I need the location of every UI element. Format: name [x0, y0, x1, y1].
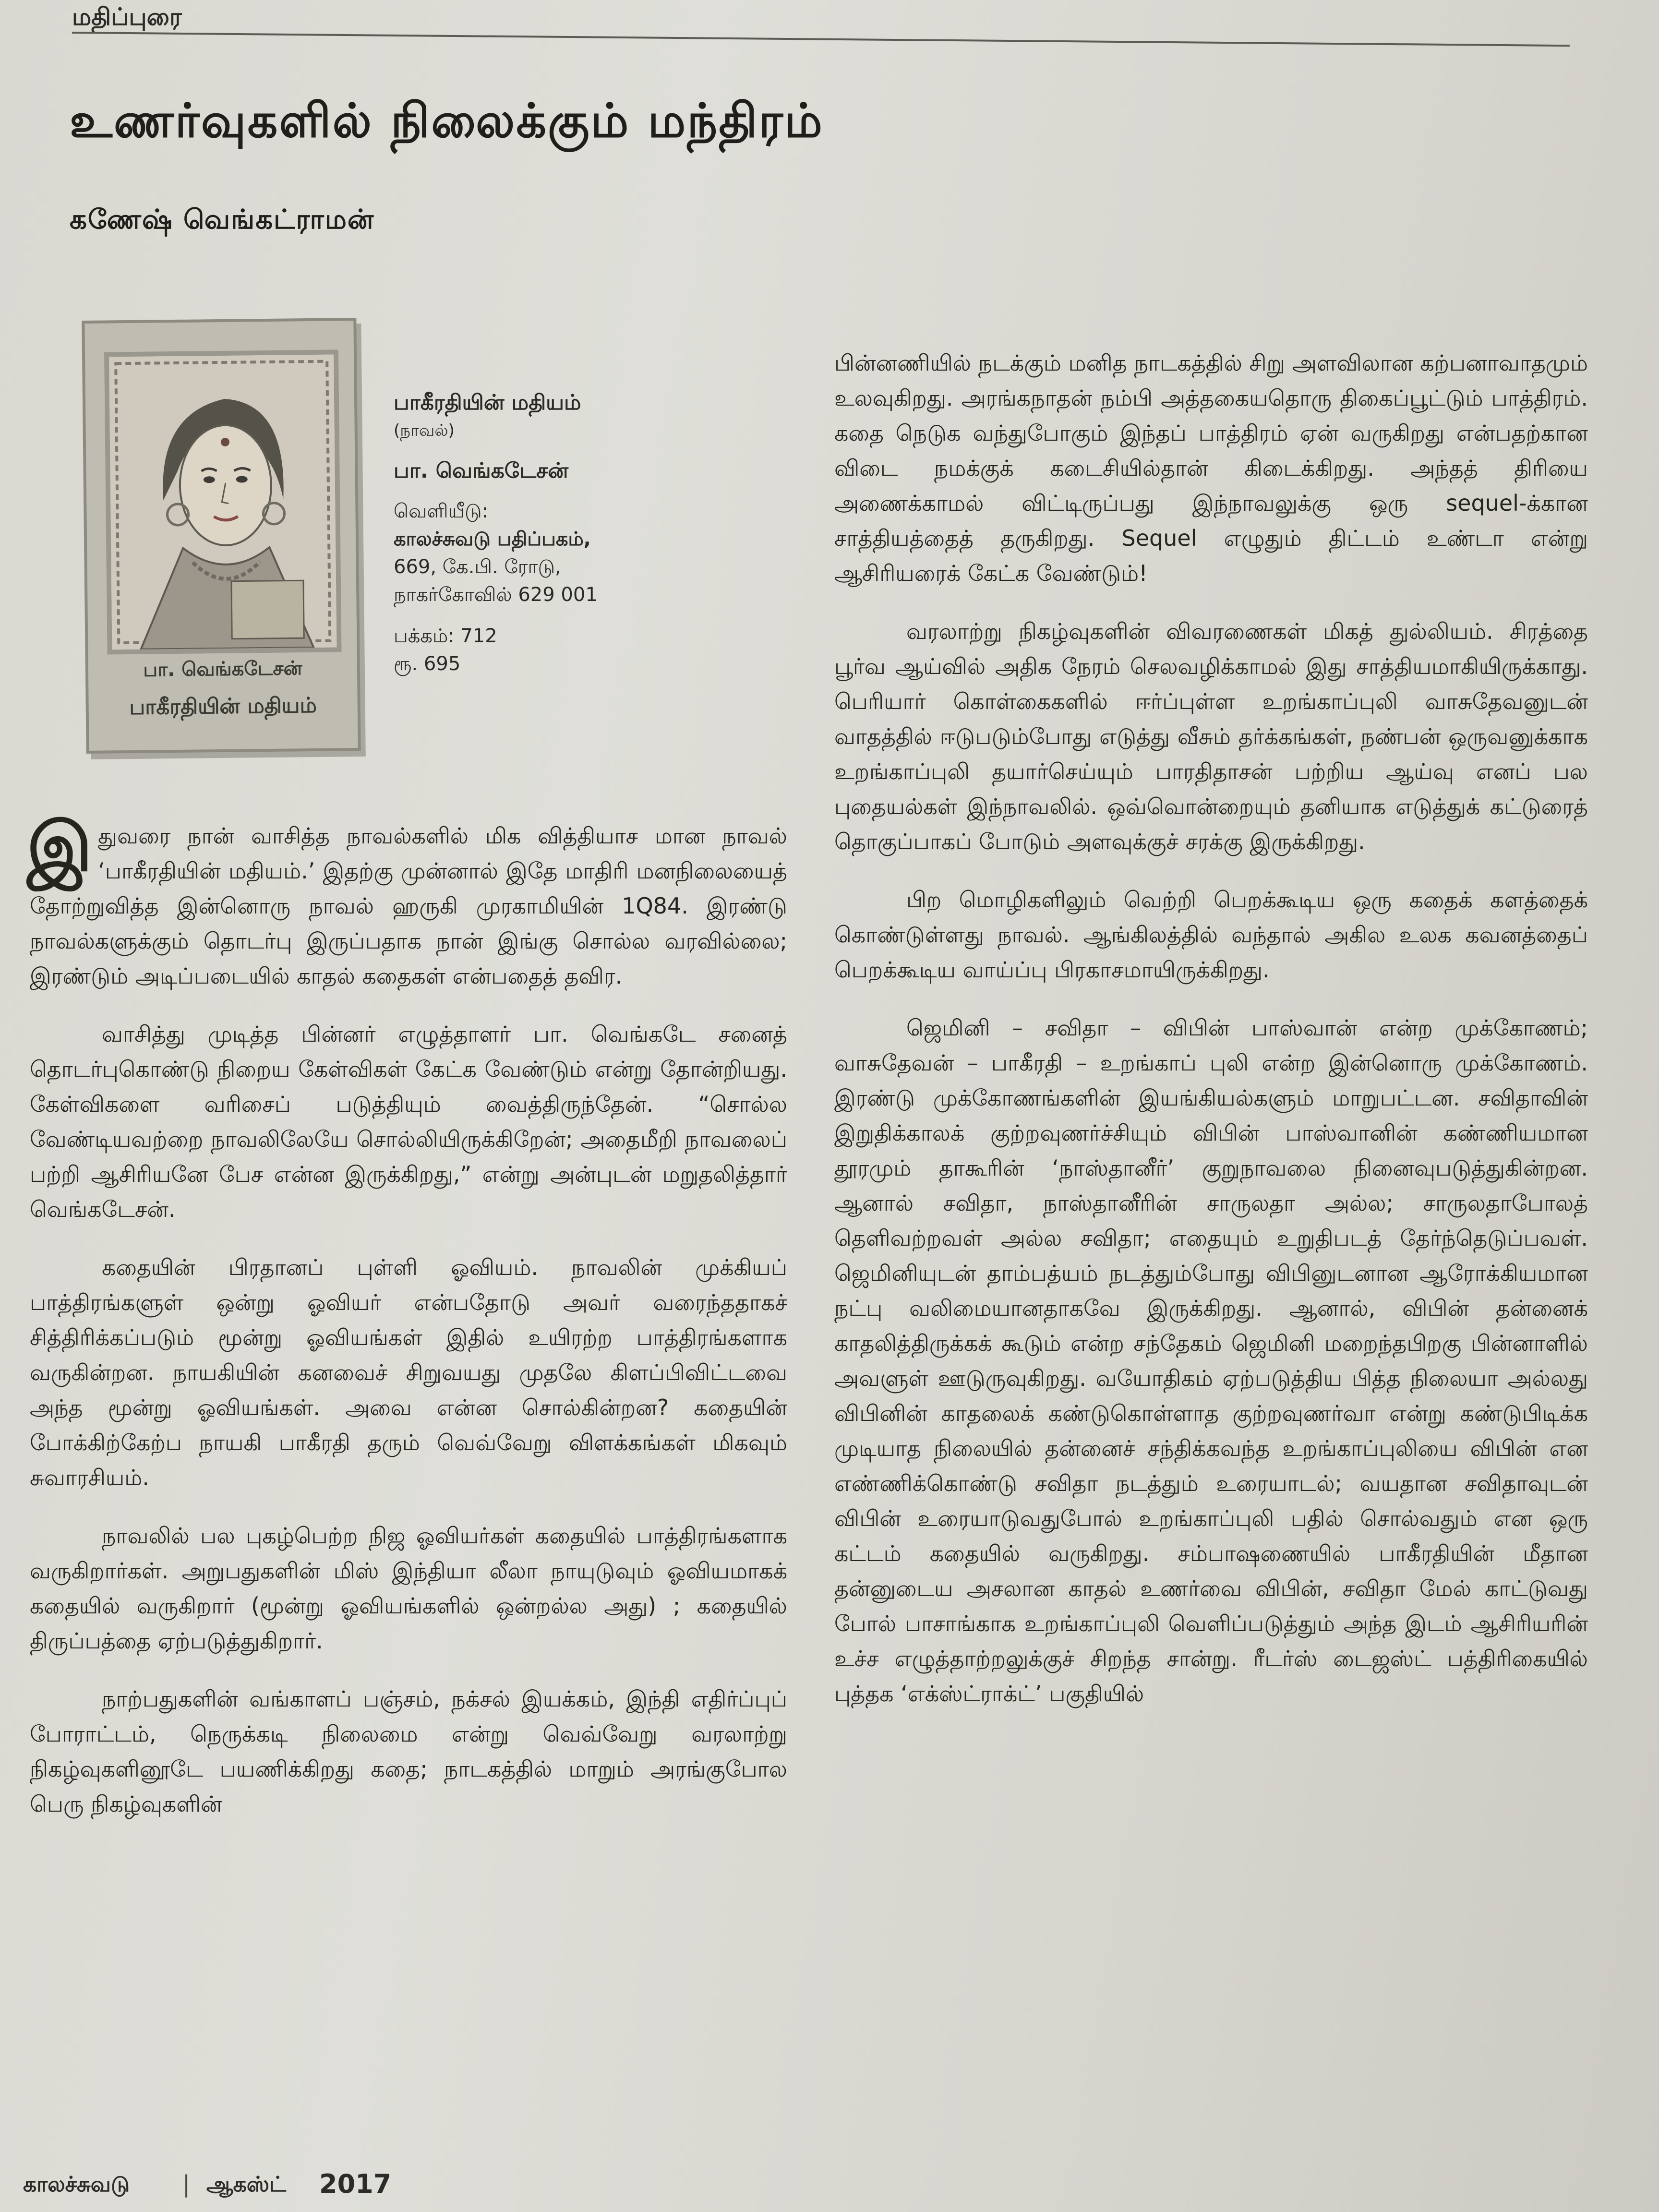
- book-genre: (நாவல்): [394, 421, 455, 440]
- header-divider: [72, 32, 1570, 47]
- portrait-illustration: [109, 355, 337, 650]
- paragraph: நாவலில் பல புகழ்பெற்ற நிஜ ஓவியர்கள் கதையில் பாத்திரங்களாக வருகிறார்கள். அறுபதுகளின் மிஸ் இந்தியா லீலா நாயுடுவும் ஓவியமாகக் கதையில் வருகிறார் (மூன்று ஓவியங்களில் ஒன்றல்ல அது) ; கதையில் திருப்பத்தை ஏற்படுத்துகிறார்.: [30, 1523, 787, 1654]
- paragraph: கதையின் பிரதானப் புள்ளி ஓவியம். நாவலின் முக்கியப் பாத்திரங்களுள் ஒன்று ஓவியர் என்பதோடு அவர் வரைந்ததாகச் சித்திரிக்கப்படும் மூன்று ஓவியங்கள் இதில் உயிரற்ற பாத்திரங்களாக வருகின்றன. நாயகியின் கனவைச் சிறுவயது முதலே கிளப்பிவிட்டவை அந்த மூன்று ஓவியங்கள். அவை என்ன சொல்கின்றன? கதையின் போக்கிற்கேற்ப நாயகி பாகீரதி தரும் வெவ்வேறு விளக்கங்கள் மிகவும் சுவாரசியம்.: [30, 1254, 787, 1491]
- left-column: [27, 808, 787, 1845]
- cover-portrait: [104, 349, 342, 654]
- paragraph: வரலாற்று நிகழ்வுகளின் விவரணைகள் மிகத் துல்லியம். சிரத்தை பூர்வ ஆய்வில் அதிக நேரம் செலவழிக்காமல் இது சாத்தியமாகியிருக்காது. பெரியார் கொள்கைகளில் ஈர்ப்புள்ள உறங்காப்புலி வாசுதேவனுடன் வாதத்தில் ஈடுபடும்போது எடுத்து வீசும் தர்க்கங்கள், நண்பன் ஒருவனுக்காக உறங்காப்புலி தயார்செய்யும் பாரதிதாசன் பற்றிய ஆய்வு எனப் பல புதையல்கள் இந்நாவலில். ஒவ்வொன்றையும் தனியாக எடுத்துக் கட்டுரைத் தொகுப்பாகப் போடும் அளவுக்குச் சரக்கு இருக்கிறது.: [834, 618, 1588, 854]
- paragraph: ஜெமினி – சவிதா – விபின் பாஸ்வான் என்ற முக்கோணம்; வாசுதேவன் – பாகீரதி – உறங்காப் புலி என்ற இன்னொரு முக்கோணம். இரண்டு முக்கோணங்களின் இயங்கியல்களும் மாறுபட்டன. சவிதாவின் இறுதிக்காலக் குற்றவுணர்ச்சியும் விபின் பாஸ்வானின் கண்ணியமான தூரமும் தாகூரின் ‘நாஸ்தானீர்’ குறுநாவலை நினைவுபடுத்துகின்றன. ஆனால் சவிதா, நாஸ்தானீரின் சாருலதா அல்ல; சாருலதாபோலத் தெளிவற்றவள் அல்ல சவிதா; எதையும் உறுதிபடத் தேர்ந்தெடுப்பவள். ஜெமினியுடன் தாம்பத்யம் நடத்தும்போது விபினுடனான ஆரோக்கியமான நட்பு வலிமையானதாகவே இருக்கிறது. ஆனால், விபின் தன்னைக் காதலித்திருக்கக் கூடும் என்ற சந்தேகம் ஜெமினி மறைந்தபிறகு பின்னாளில் அவளுள் ஊடுருவுகிறது. வயோதிகம் ஏற்படுத்திய பித்த நிலையா அல்லது விபினின் காதலைக் கண்டுகொள்ளாத குற்றவுணர்வா என்று கண்டுபிடிக்க முடியாத நிலையில் தன்னைச் சந்திக்கவந்த உறங்காப்புலியை விபின் என எண்ணிக்கொண்டு சவிதா நடத்தும் உரையாடல்; வயதான சவிதாவுடன் விபின் உரையாடுவதுபோல் உறங்காப்புலி பதில் சொல்வதும் என ஒரு கட்டம் கதையில் வருகிறது. சம்பாஷணையில் பாகீரதியின் மீதான தன்னுடைய அசலான காதல் உணர்வை விபின், சவிதா மேல் காட்டுவது போல் பாசாங்காக உறங்காப்புலி வெளிப்படுத்தும் அந்த இடம் ஆசிரியரின் உச்ச எழுத்தாற்றலுக்குச் சிறந்த சான்று. ரீடர்ஸ் டைஜஸ்ட் பத்திரிகையில் புத்தக ‘எக்ஸ்ட்ராக்ட்’ பகுதியில்: [834, 1015, 1588, 1707]
- section-label: மதிப்புரை: [72, 3, 182, 31]
- paragraph: வாசித்து முடித்த பின்னர் எழுத்தாளர் பா. வெங்கடே சனைத் தொடர்புகொண்டு நிறைய கேள்விகள் கேட்க வேண்டும் என்று தோன்றியது. கேள்விகளை வரிசைப் படுத்தியும் வைத்திருந்தேன். “சொல்ல வேண்டியவற்றை நாவலிலேயே சொல்லியிருக்கிறேன்; அதைமீறி நாவலைப் பற்றி ஆசிரியனே பேச என்ன இருக்கிறது,” என்று அன்புடன் மறுதலித்தார் வெங்கடேசன்.: [30, 1021, 787, 1222]
- cover-author-text: பா. வெங்கடேசன்: [143, 657, 302, 681]
- article-author: கணேஷ் வெங்கட்ராமன்: [70, 204, 375, 235]
- publisher-label: வெளியீடு:: [394, 500, 489, 522]
- book-title: பாகீரதியின் மதியம்: [394, 390, 581, 415]
- paragraph: நாற்பதுகளின் வங்காளப் பஞ்சம், நக்சல் இயக்கம், இந்தி எதிர்ப்புப் போராட்டம், நெருக்கடி நிலைமை என்று வெவ்வேறு வரலாற்று நிகழ்வுகளினூடே பயணிக்கிறது கதை; நாடகத்தில் மாறும் அரங்குபோல பெரு நிகழ்வுகளின்: [30, 1686, 787, 1817]
- book-details: [394, 389, 730, 678]
- paragraph: பின்னணியில் நடக்கும் மனித நாடகத்தில் சிறு அளவிலான கற்பனாவாதமும் உலவுகிறது. அரங்கநாதன் நம்பி அத்தகையதொரு திகைப்பூட்டும் பாத்திரம். கதை நெடுக வந்துபோகும் இந்தப் பாத்திரம் ஏன் வருகிறது என்பதற்கான விடை நமக்குக் கடைசியில்தான் கிடைக்கிறது. அந்தத் திரியை அணைக்காமல் விட்டிருப்பது இந்நாவலுக்கு ஒரு sequel-க்கான சாத்தியத்தைத் தருகிறது. Sequel எழுதும் திட்டம் உண்டா என்று ஆசிரியரைக் கேட்க வேண்டும்!: [834, 350, 1588, 586]
- publisher-name: காலச்சுவடு பதிப்பகம்,: [394, 528, 591, 550]
- paragraph: இதுவரை நான் வாசித்த நாவல்களில் மிக வித்தியாச மான நாவல் ‘பாகீரதியின் மதியம்.’ இதற்கு முன்னால் இதே மாதிரி மனநிலையைத் தோற்றுவித்த இன்னொரு நாவல் ஹருகி முரகாமியின் 1Q84. இரண்டு நாவல்களுக்கும் தொடர்பு இருப்பதாக நான் இங்கு சொல்ல வரவில்லை; இரண்டும் அடிப்படையில் காதல் கதைகள் என்பதைத் தவிர.: [27, 808, 787, 989]
- publisher-address-line1: 669, கே.பி. ரோடு,: [394, 556, 561, 578]
- paragraph: பிற மொழிகளிலும் வெற்றி பெறக்கூடிய ஒரு கதைக் களத்தைக் கொண்டுள்ளது நாவல். ஆங்கிலத்தில் வந்தால் அகில உலக கவனத்தைப் பெறக்கூடிய வாய்ப்பு பிரகாசமாயிருக்கிறது.: [834, 887, 1588, 983]
- article-title: உணர்வுகளில் நிலைக்கும் மந்திரம்: [70, 94, 824, 148]
- footer-separator: |: [182, 2171, 191, 2198]
- footer-magazine-name: காலச்சுவடு: [23, 2172, 130, 2197]
- cover-title-text: பாகீரதியின் மதியம்: [129, 693, 317, 720]
- footer-month: ஆகஸ்ட்: [206, 2172, 287, 2197]
- publisher-address-line2: நாகர்கோவில் 629 001: [394, 584, 598, 606]
- book-pages: பக்கம்: 712: [394, 625, 497, 647]
- book-price: ரூ. 695: [394, 653, 461, 675]
- book-cover-image: [82, 318, 361, 754]
- footer-year: 2017: [319, 2169, 392, 2199]
- drop-cap: இ: [27, 808, 93, 887]
- book-author: பா. வெங்கடேசன்: [394, 458, 569, 483]
- right-column: [834, 346, 1588, 1734]
